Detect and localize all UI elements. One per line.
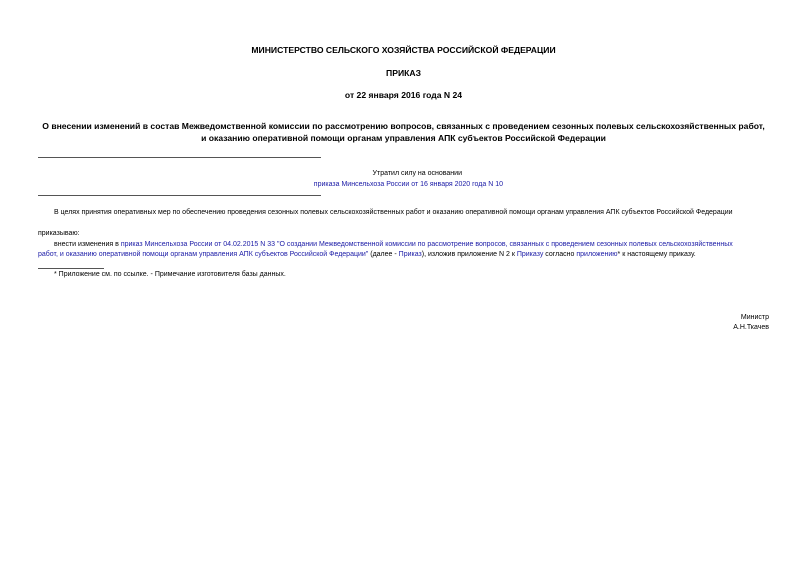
signatory-title: Министр [740, 314, 769, 321]
change-paragraph-line-1 [54, 240, 733, 250]
amended-order-title-2[interactable]: работ, и оказанию оперативной помощи органам управления АПК субъектов Российской Федерации" [38, 251, 369, 258]
change-paragraph-line-2 [38, 250, 696, 260]
change-mid-2: ), изложив приложение N 2 к [421, 251, 517, 258]
footnote-text: * Приложение см. по ссылке. - Примечание изготовителя базы данных. [54, 271, 286, 278]
prikaz-short-link[interactable]: Приказ [398, 251, 422, 258]
footnote-divider [38, 268, 104, 269]
prikaz-link[interactable]: Приказу [516, 251, 544, 258]
document-type: ПРИКАЗ [386, 68, 421, 78]
ministry-heading: МИНИСТЕРСТВО СЕЛЬСКОГО ХОЗЯЙСТВА РОССИЙСКОЙ ФЕДЕРАЦИИ [251, 45, 556, 55]
divider-bottom [38, 195, 321, 196]
orders-keyword: приказываю: [38, 230, 80, 237]
amended-order-link[interactable]: приказ Минсельхоза России от 04.02.2015 N 33 [120, 241, 276, 248]
void-notice-label: Утратил силу на основании [372, 170, 462, 177]
document-date-number: от 22 января 2016 года N 24 [344, 90, 463, 100]
divider-top [38, 157, 321, 158]
appendix-link[interactable]: приложению [576, 251, 618, 258]
preamble-paragraph: В целях принятия оперативных мер по обеспечению проведения сезонных полевых сельскохозяйственных работ и оказанию оперативной помощи органам управления АПК субъектов Российской Федерации [54, 209, 733, 216]
change-mid-1: (далее - [368, 251, 399, 258]
change-prefix: внести изменения в [54, 241, 119, 248]
amended-order-title-1[interactable]: "О создании Межведомственной комиссии по рассмотрение вопросов, связанных с проведением сезонных полевых сельскохозяйственных [277, 241, 733, 248]
document-subject: О внесении изменений в состав Межведомственной комиссии по рассмотрению вопросов, связанных с проведением сезонных полевых сельскохозяйственных работ, и оказанию оперативной помощи органам управления АПК субъектов Российской Федерации [42, 121, 765, 143]
change-suffix: * к настоящему приказу. [617, 251, 696, 258]
signatory-name: А.Н.Ткачев [733, 324, 769, 331]
change-mid-3: согласно [543, 251, 577, 258]
void-notice-link[interactable]: приказа Минсельхоза России от 16 января 2020 года N 10 [313, 181, 503, 188]
